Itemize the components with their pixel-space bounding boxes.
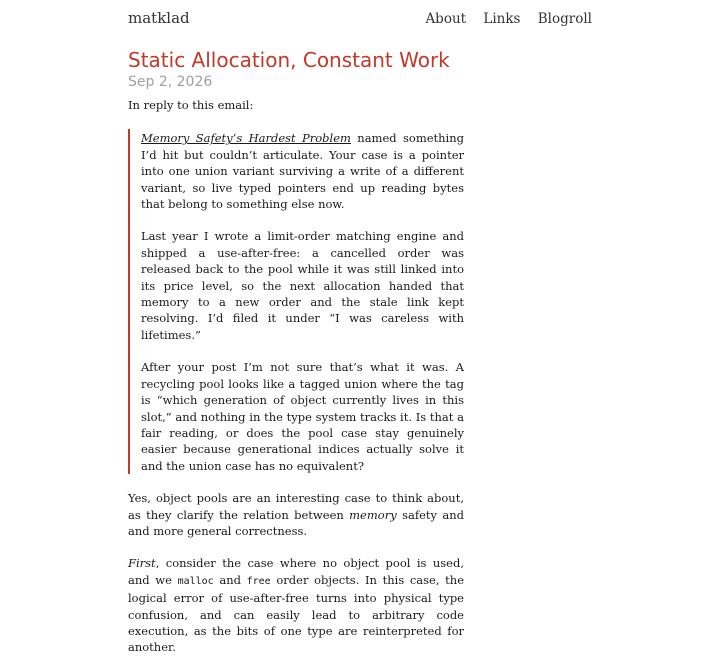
nav-blogroll-link[interactable]: Blogroll	[537, 11, 592, 27]
quoted-email	[128, 129, 464, 474]
inline-code-malloc: malloc	[177, 575, 214, 587]
nav-about-link[interactable]: About	[425, 11, 467, 27]
inline-code-free: free	[246, 575, 271, 587]
site-name-link[interactable]: matklad	[128, 9, 190, 27]
quote-paragraph: Last year I wrote a limit-order matching engine and shipped a use-after-free: a cancelled order was released back to the pool while it was still linked into its price level, so the next allocation handed that memory to a new order and the stale link kept resolving. I’d filed it under “I was careless with lifetimes.”	[141, 229, 464, 342]
reply-text: , consider the case where no object pool is used, and we	[128, 556, 464, 587]
intro-text: In reply to this email:	[128, 98, 254, 112]
quote-text: named something I’d hit but couldn’t articulate. Your case is a pointer into one union variant surviving a write of a different variant, so live typed pointers end up reading bytes that belong to something else now.	[141, 131, 464, 212]
site-header	[128, 9, 592, 33]
emphasis: memory	[349, 507, 397, 522]
reply-text: safety and and more general correctness.	[128, 507, 465, 538]
reply-paragraph	[128, 555, 464, 655]
post-date: Sep 2, 2026	[128, 74, 213, 90]
quote-paragraph: After your post I’m not sure that’s what it was. A recycling pool looks like a tagged union where the tag is “which generation of object currently lives in this slot,” and nothing in the type system tracks it. Is that a fair reading, or does the pool case stay genuinely easier because generational indices actually solve it and the union case has no equivalent?	[141, 360, 464, 473]
article	[128, 47, 464, 672]
nav-links-link[interactable]: Links	[483, 11, 521, 27]
emphasis: First	[128, 556, 156, 571]
post-title: Static Allocation, Constant Work	[128, 48, 450, 72]
reply-text: Yes, object pools are an interesting case to think about, as they clarify the relation between	[128, 491, 464, 522]
reply-paragraph	[128, 490, 464, 539]
quote-paragraph	[141, 130, 464, 212]
reply-text: order objects. In this case, the logical error of use-after-free turns into physical type confusion, and can easily lead to arbitrary code execution, as the bits of one type are reinterpreted for another.	[128, 572, 464, 655]
reply-text: and	[213, 572, 247, 587]
memory-safety-post-link[interactable]: Memory Safety’s Hardest Problem	[141, 131, 351, 146]
main-nav	[412, 11, 592, 27]
